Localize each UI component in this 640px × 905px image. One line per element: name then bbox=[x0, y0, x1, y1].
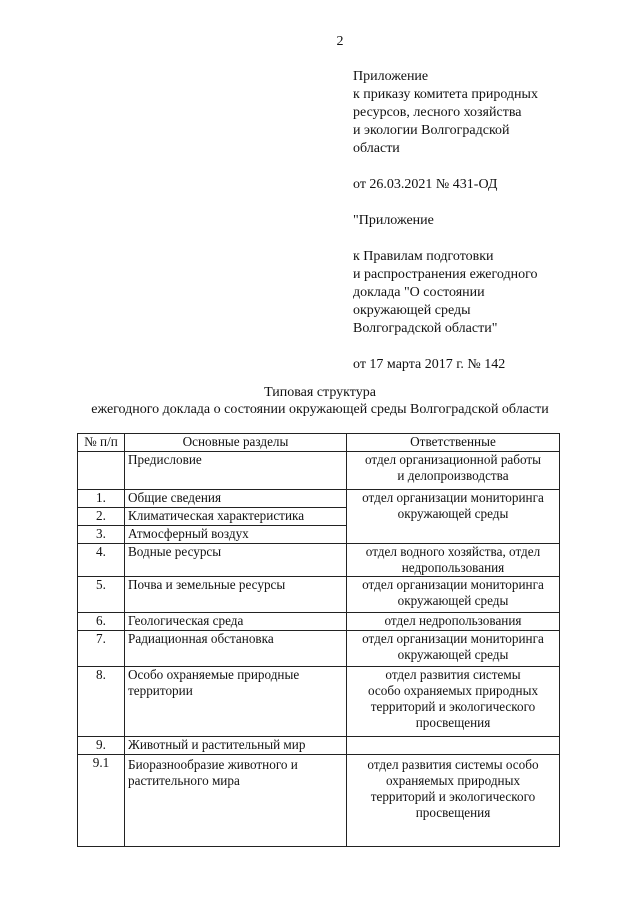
appendix-header-line: Приложение bbox=[353, 69, 429, 84]
rules-line: окружающей среды bbox=[353, 303, 471, 318]
row-number: 2. bbox=[78, 508, 125, 526]
row-responsible bbox=[347, 544, 560, 577]
section-text: Особо охраняемые природные bbox=[128, 667, 300, 682]
responsible-text: отдел водного хозяйства, отдел bbox=[365, 544, 541, 559]
row-number: 5. bbox=[78, 577, 125, 613]
table-row bbox=[78, 613, 560, 631]
row-number: 6. bbox=[78, 613, 125, 631]
row-responsible bbox=[347, 577, 560, 613]
rules-line: и распространения ежегодного bbox=[353, 267, 538, 282]
responsible-text: отдел развития системы bbox=[385, 667, 521, 682]
appendix-header-line: ресурсов, лесного хозяйства bbox=[353, 105, 522, 120]
responsible-text: отдел недропользования bbox=[384, 613, 522, 628]
section-text: Животный и растительный мир bbox=[128, 737, 306, 752]
responsible-text: отдел организации мониторинга bbox=[362, 490, 544, 505]
table-row bbox=[78, 490, 560, 508]
table-row bbox=[78, 631, 560, 667]
table-row bbox=[78, 544, 560, 577]
row-responsible bbox=[347, 667, 560, 737]
row-section bbox=[125, 613, 347, 631]
responsible-text: просвещения bbox=[415, 805, 491, 820]
responsible-text: охраняемых природных bbox=[385, 773, 521, 788]
row-section bbox=[125, 452, 347, 490]
quote-title: "Приложение bbox=[353, 213, 434, 228]
rules-line: Волгоградской области" bbox=[353, 321, 498, 336]
responsible-text: окружающей среды bbox=[397, 506, 509, 521]
row-number: 4. bbox=[78, 544, 125, 577]
row-number: 9. bbox=[78, 737, 125, 755]
table-row bbox=[78, 452, 560, 490]
responsible-text: территорий и экологического bbox=[370, 699, 536, 714]
section-text: территории bbox=[128, 683, 193, 698]
row-section bbox=[125, 631, 347, 667]
header-sections: Основные разделы bbox=[125, 434, 347, 452]
row-section bbox=[125, 667, 347, 737]
row-number bbox=[78, 452, 125, 490]
table-row bbox=[78, 667, 560, 737]
appendix-header-line: к приказу комитета природных bbox=[353, 87, 538, 102]
section-text: Биоразнообразие животного и bbox=[128, 757, 298, 772]
row-responsible bbox=[347, 452, 560, 490]
row-number: 1. bbox=[78, 490, 125, 508]
table-row bbox=[78, 737, 560, 755]
row-responsible bbox=[347, 737, 560, 755]
row-section bbox=[125, 755, 347, 847]
responsible-text: отдел организационной работы bbox=[364, 452, 542, 467]
row-section bbox=[125, 737, 347, 755]
section-text: растительного мира bbox=[128, 773, 240, 788]
responsible-text: отдел организации мониторинга bbox=[362, 631, 544, 646]
row-section bbox=[125, 508, 347, 526]
structure-table bbox=[77, 433, 560, 847]
section-text: Предисловие bbox=[128, 452, 202, 467]
page-number: 2 bbox=[336, 34, 344, 49]
row-number: 7. bbox=[78, 631, 125, 667]
row-responsible bbox=[347, 490, 560, 544]
responsible-text: просвещения bbox=[415, 715, 491, 730]
row-section bbox=[125, 526, 347, 544]
rules-line: к Правилам подготовки bbox=[353, 249, 494, 264]
section-text: Атмосферный воздух bbox=[128, 526, 249, 541]
responsible-text: особо охраняемых природных bbox=[367, 683, 539, 698]
row-section bbox=[125, 577, 347, 613]
title-line-1: Типовая структура bbox=[264, 385, 376, 400]
appendix-block bbox=[353, 68, 633, 374]
rules-line: доклада "О состоянии bbox=[353, 285, 485, 300]
responsible-text: окружающей среды bbox=[397, 647, 509, 662]
table-row bbox=[78, 755, 560, 847]
responsible-text: окружающей среды bbox=[397, 593, 509, 608]
header-responsible: Ответственные bbox=[347, 434, 560, 452]
responsible-text: отдел организации мониторинга bbox=[362, 577, 544, 592]
rules-reference: от 17 марта 2017 г. № 142 bbox=[353, 357, 506, 372]
document-title bbox=[0, 384, 640, 418]
appendix-header-line: и экологии Волгоградской bbox=[353, 123, 510, 138]
appendix-header-line: области bbox=[353, 141, 400, 156]
section-text: Геологическая среда bbox=[128, 613, 244, 628]
header-number: № п/п bbox=[78, 434, 125, 452]
row-number: 3. bbox=[78, 526, 125, 544]
row-responsible bbox=[347, 613, 560, 631]
responsible-text: отдел развития системы особо bbox=[367, 757, 539, 772]
section-text: Почва и земельные ресурсы bbox=[128, 577, 286, 592]
order-reference: от 26.03.2021 № 431-ОД bbox=[353, 177, 498, 192]
section-text: Водные ресурсы bbox=[128, 544, 222, 559]
section-text: Общие сведения bbox=[128, 490, 222, 505]
table-header-row bbox=[78, 434, 560, 452]
row-section bbox=[125, 544, 347, 577]
row-section bbox=[125, 490, 347, 508]
row-responsible bbox=[347, 755, 560, 847]
row-responsible bbox=[347, 631, 560, 667]
section-text: Радиационная обстановка bbox=[128, 631, 274, 646]
responsible-text: недропользования bbox=[401, 560, 505, 575]
responsible-text: территорий и экологического bbox=[370, 789, 536, 804]
section-text: Климатическая характеристика bbox=[128, 508, 305, 523]
title-line-2: ежегодного доклада о состоянии окружающей среды Волгоградской области bbox=[91, 402, 549, 417]
row-number: 8. bbox=[78, 667, 125, 737]
table-row bbox=[78, 577, 560, 613]
row-number: 9.1 bbox=[78, 755, 125, 847]
responsible-text: и делопроизводства bbox=[397, 468, 509, 483]
